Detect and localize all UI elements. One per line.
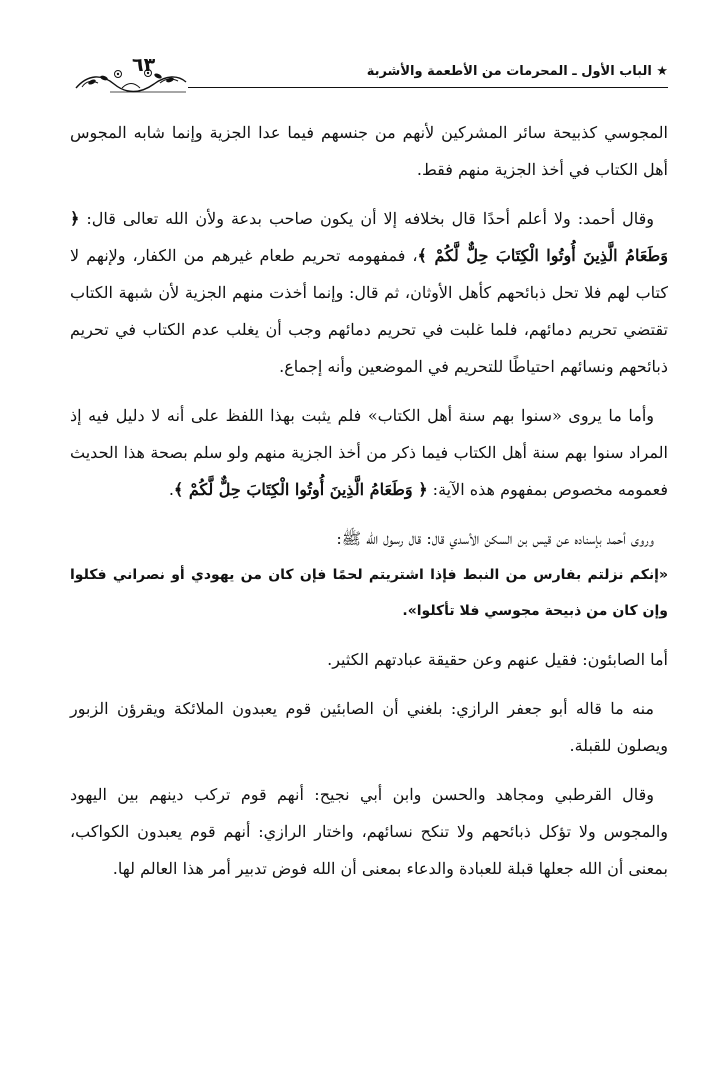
floral-ornament-icon <box>70 54 190 98</box>
page-body <box>70 114 668 887</box>
page-number: ٦٣ <box>132 54 156 76</box>
header-rule <box>188 87 668 88</box>
paragraph-3 <box>70 397 668 508</box>
quran-verse: ﴿ وَطَعَامُ الَّذِينَ أُوتُوا الْكِتَابَ حِلٌّ لَّكُمْ ﴾ <box>173 480 428 499</box>
running-head: ★ الباب الأول ـ المحرمات من الأطعمة والأشربة <box>366 64 668 79</box>
paragraph-5: أما الصابئون: فقيل عنهم وعن حقيقة عبادتهم الكثير. <box>327 650 668 669</box>
quran-verse: ﴿ وَطَعَامُ الَّذِينَ أُوتُوا الْكِتَابَ حِلٌّ لَّكُمْ ﴾ <box>70 209 669 265</box>
paragraph-7: وقال القرطبي ومجاهد والحسن وابن أبي نجيح: أنهم قوم تركب دينهم بين اليهود والمجوس ولا تؤكل ذبائحهم ولا تنكح نسائهم، واختار الرازي: أنهم قوم يعبدون الكواكب، بمعنى أن الله جعلها قبلة للعبادة والدعاء بمعنى أن الله فوض تدبير أمر هذا العالم لها. <box>70 785 668 878</box>
paragraph-3-text-b: . <box>168 480 174 499</box>
paragraph-6: منه ما قاله أبو جعفر الرازي: بلغني أن الصابئين قوم يعبدون الملائكة ويقرؤن الزبور ويصلون للقبلة. <box>70 699 668 755</box>
paragraph-2-text-b: ، فمفهومه تحريم طعام غيرهم من الكفار، ولإنهم لا كتاب لهم فلا تحل ذبائحهم كأهل الأوثان، ثم قال: وإنما أخذت منهم الجزية لأن شبهة الكتاب تقتضي تحريم دمائهم، فلما غلبت في تحريم دمائهم وجب أن يغلب عدم الكتاب في تحريم ذبائحهم ونسائهم احتياطًا للتحريم في الموضعين وأنه إجماع. <box>70 246 669 376</box>
hadith-quote: «إنكم نزلتم بفارس من النبط فإذا اشتريتم لحمًا فإن كان من يهودي أو نصراني فكلوا وإن كان من ذبيحة مجوسي فلا تأكلوا». <box>70 567 668 619</box>
paragraph-2-text-a: وقال أحمد: ولا أعلم أحدًا قال بخلافه إلا أن يكون صاحب بدعة ولأن الله تعالى قال: <box>79 209 654 228</box>
paragraph-2 <box>70 200 668 385</box>
paragraph-4: وروى أحمد بإسناده عن قيس بن السكن الأسدي قال: قال رسول الله ﷺ: <box>336 529 654 548</box>
paragraph-3-text-a: وأما ما يروى «سنوا بهم سنة أهل الكتاب» فلم يثبت بهذا اللفظ على أنه لا دليل فيه إذ المراد سنوا بهم سنة أهل الكتاب فيما ذكر من أخذ الجزية منهم ولو سلم بصحة هذا الحديث فعمومه مخصوص بمفهوم هذه الآية: <box>70 406 668 499</box>
page-header <box>70 52 668 100</box>
paragraph-1: المجوسي كذبيحة سائر المشركين لأنهم من جنسهم فيما عدا الجزية وإنما شابه المجوس أهل الكتاب في أخذ الجزية منهم فقط. <box>70 123 668 179</box>
